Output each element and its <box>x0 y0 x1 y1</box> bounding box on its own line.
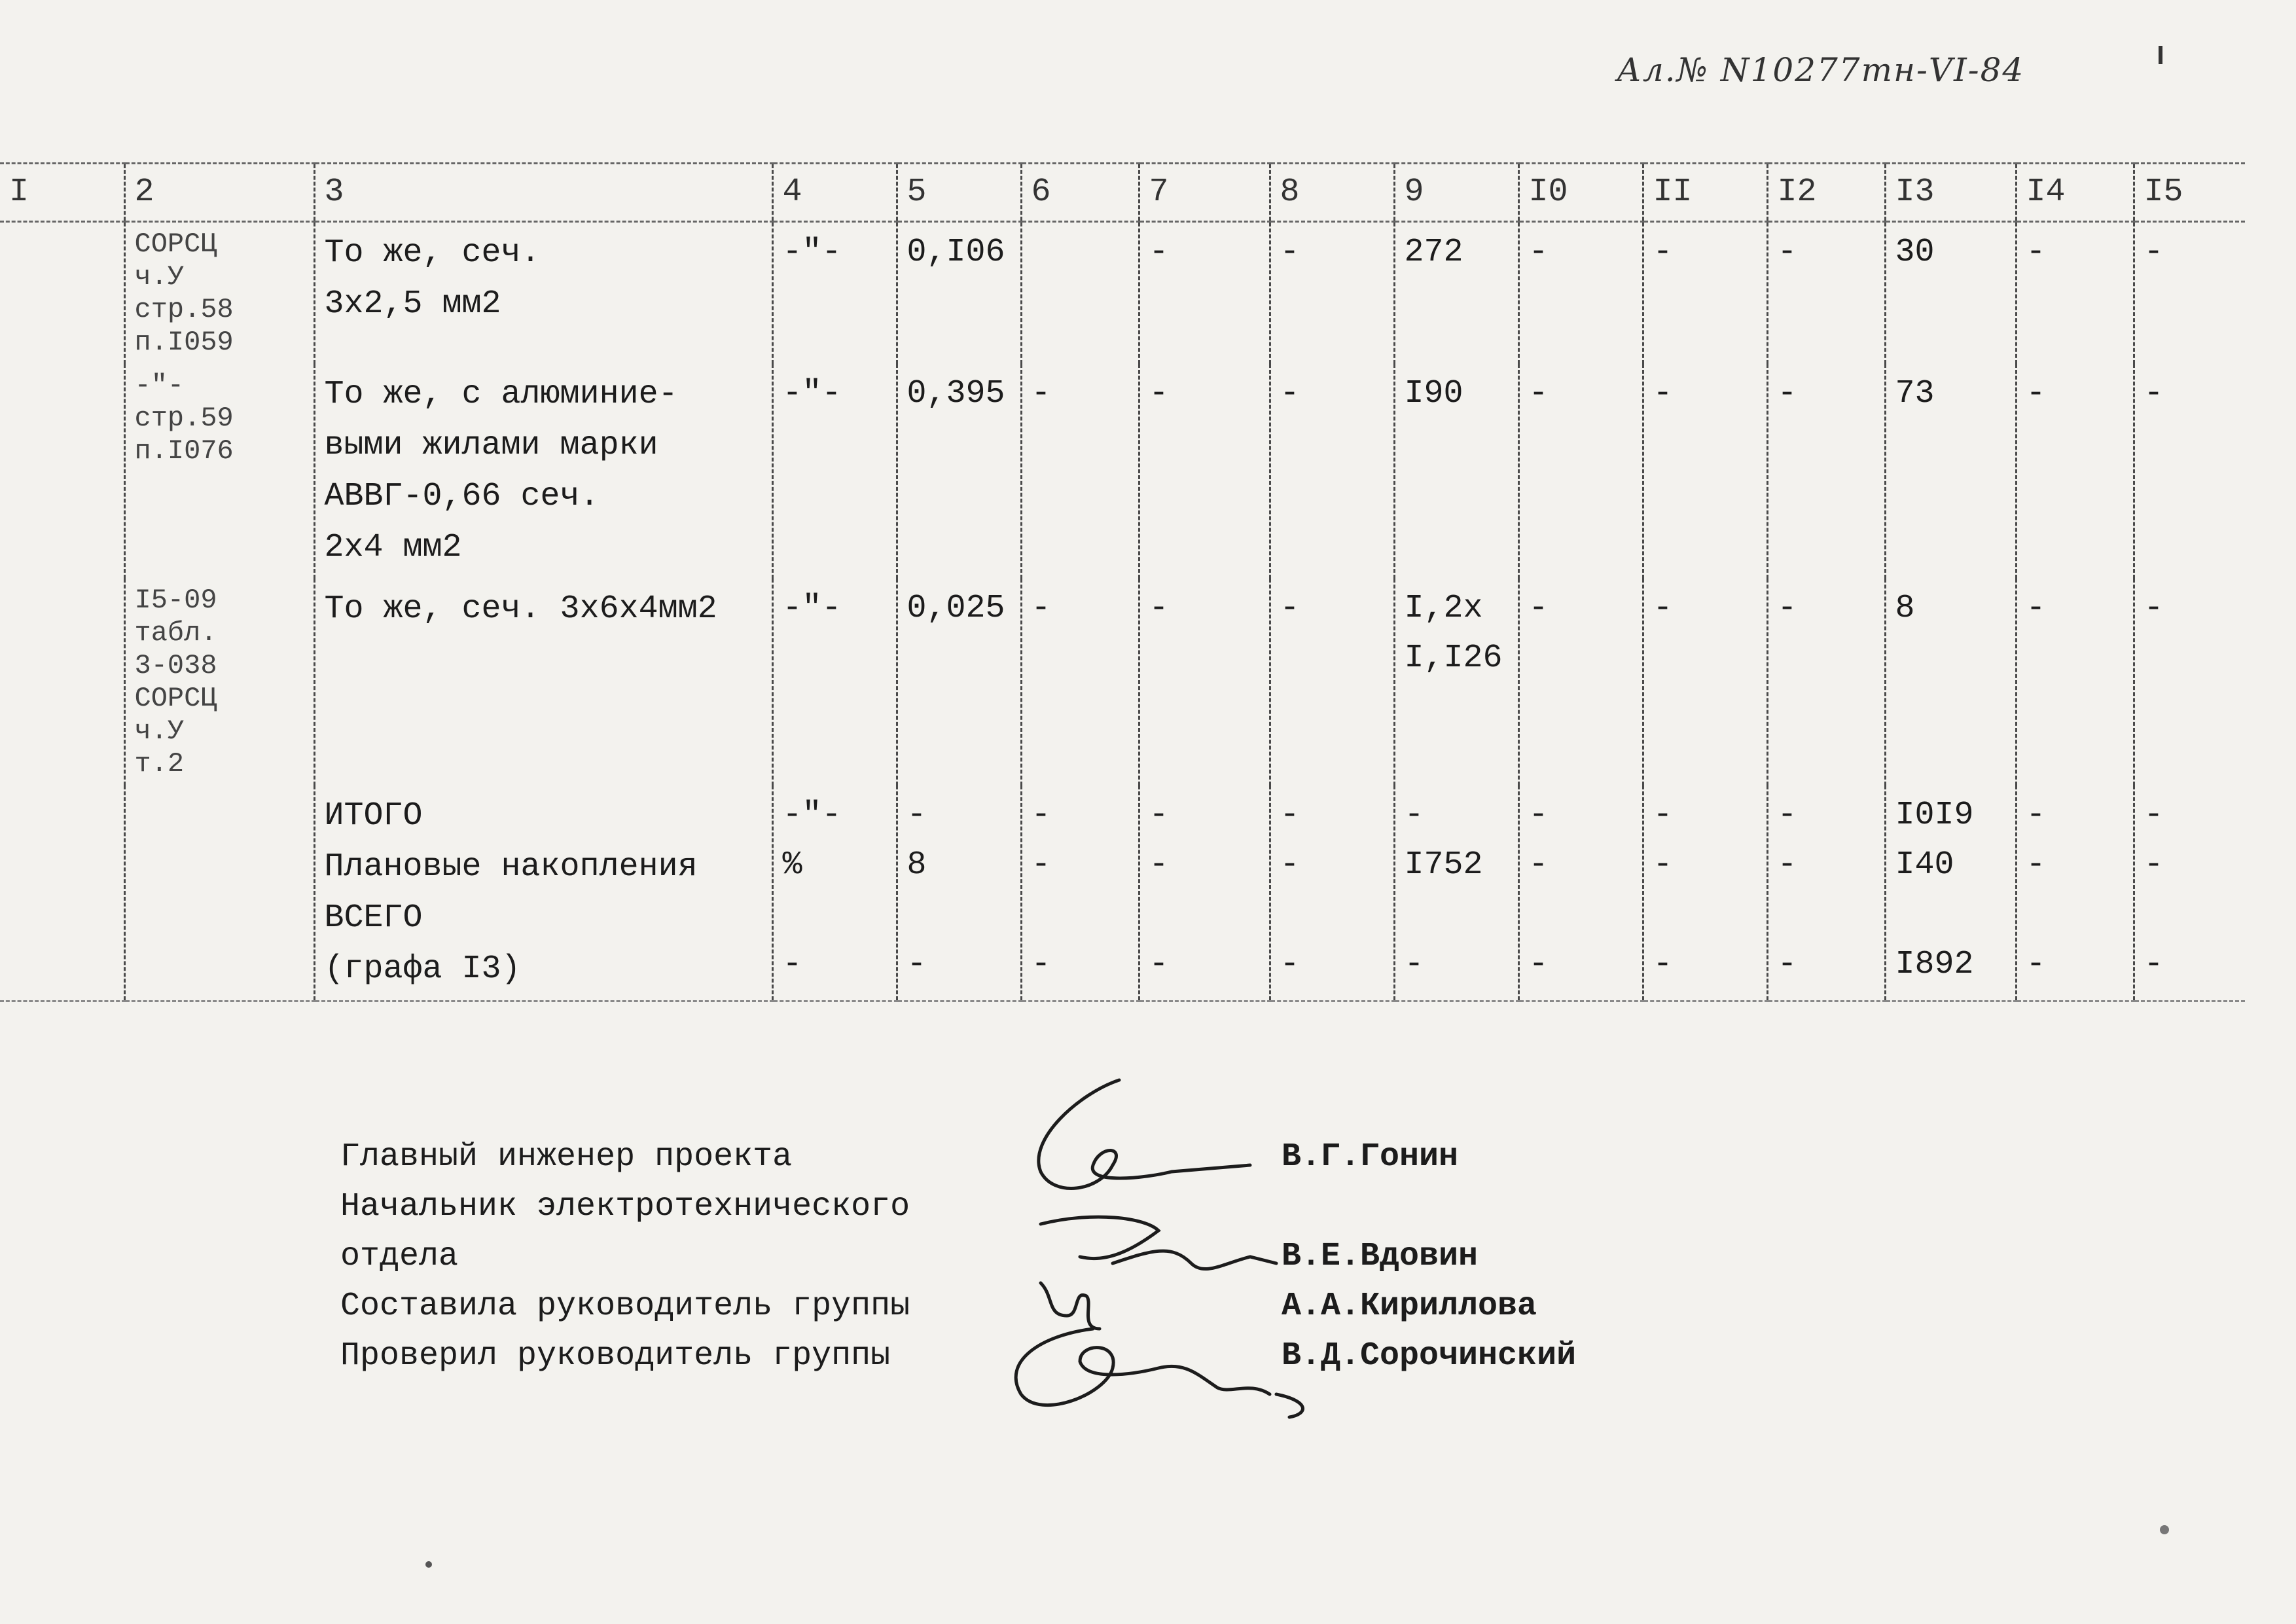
table-cell-col-2: СОРСЦ ч.У стр.58 п.I059 <box>124 222 314 365</box>
table-cell-col-11: - - - <box>1643 785 1767 1001</box>
table-cell-col-15: - <box>2134 222 2245 365</box>
col-header: 8 <box>1270 164 1394 222</box>
table-cell-col-8: - - - <box>1270 785 1394 1001</box>
table-cell-col-12: - <box>1767 579 1885 785</box>
table-cell-col-9: I,2х I,I26 <box>1394 579 1518 785</box>
table-cell-col-10: - <box>1518 364 1643 579</box>
table-cell-col-4: -"- <box>772 222 897 365</box>
col-header: 2 <box>124 164 314 222</box>
table-cell-col-5: 0,395 <box>897 364 1021 579</box>
table-cell-col-8: - <box>1270 364 1394 579</box>
table-row <box>0 579 2245 785</box>
signature-gonin <box>1039 1080 1250 1188</box>
signer-title: Проверил руководитель группы <box>340 1337 891 1375</box>
signer-title: Составила руководитель группы <box>340 1288 910 1325</box>
table-cell-col-1 <box>0 222 124 365</box>
table-cell-col-15: - <box>2134 579 2245 785</box>
table-cell-col-10: - - - <box>1518 785 1643 1001</box>
col-header: I0 <box>1518 164 1643 222</box>
col-header: 9 <box>1394 164 1518 222</box>
signer-title: Главный инженер проекта <box>340 1138 793 1176</box>
col-header: I3 <box>1885 164 2016 222</box>
table-cell-col-13: 8 <box>1885 579 2016 785</box>
table-cell-col-9: I90 <box>1394 364 1518 579</box>
table-cell-col-14: - <box>2016 222 2134 365</box>
table-cell-col-6: - <box>1021 364 1139 579</box>
table-cell-col-7: - <box>1139 222 1270 365</box>
table-cell-col-14: - <box>2016 579 2134 785</box>
table-cell-col-13: 73 <box>1885 364 2016 579</box>
signature-tail <box>1276 1394 1302 1417</box>
col-header: 5 <box>897 164 1021 222</box>
signer-title: Начальник электротехнического <box>340 1188 910 1225</box>
handwritten-signatures <box>1001 1067 1316 1420</box>
table-cell-col-3: То же, сеч. 3х6х4мм2 <box>314 579 772 785</box>
signer-name: А.А.Кириллова <box>1282 1288 1537 1325</box>
table-row <box>0 364 2245 579</box>
table-cell-col-11: - <box>1643 579 1767 785</box>
signer-name: В.Е.Вдовин <box>1282 1238 1479 1275</box>
col-header: I4 <box>2016 164 2134 222</box>
col-header: II <box>1643 164 1767 222</box>
table-cell-col-7: - - - <box>1139 785 1270 1001</box>
table-cell-col-15: - <box>2134 364 2245 579</box>
signer-title: отдела <box>340 1238 459 1275</box>
table-cell-col-14: - <box>2016 364 2134 579</box>
table-cell-col-12: - <box>1767 364 1885 579</box>
signature-kirillova <box>1041 1283 1100 1329</box>
table-cell-col-9: 272 <box>1394 222 1518 365</box>
table-cell-col-7: - <box>1139 364 1270 579</box>
col-header: 4 <box>772 164 897 222</box>
table-cell-col-2: -"- стр.59 п.I076 <box>124 364 314 579</box>
signature-vdovin <box>1041 1217 1276 1269</box>
table-cell-col-10: - <box>1518 579 1643 785</box>
table-cell-col-4: -"- <box>772 579 897 785</box>
col-header: 7 <box>1139 164 1270 222</box>
table-cell-col-13: 30 <box>1885 222 2016 365</box>
signature-sorochinsky <box>1016 1329 1270 1405</box>
col-header: 3 <box>314 164 772 222</box>
table-cell-col-5: - 8 - <box>897 785 1021 1001</box>
table-cell-col-12: - <box>1767 222 1885 365</box>
table-cell-col-5: 0,025 <box>897 579 1021 785</box>
table-cell-col-8: - <box>1270 579 1394 785</box>
col-header: I5 <box>2134 164 2245 222</box>
paper-speck <box>425 1561 432 1568</box>
table-cell-col-8: - <box>1270 222 1394 365</box>
table-cell-col-2: I5-09 табл. 3-038 СОРСЦ ч.У т.2 <box>124 579 314 785</box>
table-cell-col-12: - - - <box>1767 785 1885 1001</box>
table-row <box>0 785 2245 1001</box>
margin-mark <box>2160 1525 2169 1534</box>
table-cell-col-4: -"- <box>772 364 897 579</box>
col-header: I <box>0 164 124 222</box>
table-cell-col-1 <box>0 579 124 785</box>
table-cell-col-10: - <box>1518 222 1643 365</box>
table-cell-col-1 <box>0 785 124 1001</box>
table-cell-col-11: - <box>1643 364 1767 579</box>
table-cell-col-4: -"- % - <box>772 785 897 1001</box>
table-cell-col-3: То же, с алюминие- выми жилами марки АВВГ-0,66 сеч. 2х4 мм2 <box>314 364 772 579</box>
table-cell-col-6: - - - <box>1021 785 1139 1001</box>
table-cell-col-6 <box>1021 222 1139 365</box>
table-cell-col-7: - <box>1139 579 1270 785</box>
corner-mark <box>2159 46 2162 64</box>
estimate-table <box>0 162 2245 1002</box>
table-cell-col-3: То же, сеч. 3х2,5 мм2 <box>314 222 772 365</box>
table-cell-col-15: - - - <box>2134 785 2245 1001</box>
table-cell-col-6: - <box>1021 579 1139 785</box>
table-cell-col-14: - - - <box>2016 785 2134 1001</box>
table-cell-col-1 <box>0 364 124 579</box>
signer-name: В.Г.Гонин <box>1282 1138 1459 1176</box>
table-cell-col-2 <box>124 785 314 1001</box>
table-cell-col-3: ИТОГО Плановые накопления ВСЕГО (графа I3) <box>314 785 772 1001</box>
col-header: 6 <box>1021 164 1139 222</box>
col-header: I2 <box>1767 164 1885 222</box>
table-body <box>0 222 2245 1001</box>
table-cell-col-5: 0,I06 <box>897 222 1021 365</box>
table-cell-col-9: - I752 - <box>1394 785 1518 1001</box>
table-cell-col-11: - <box>1643 222 1767 365</box>
signer-name: В.Д.Сорочинский <box>1282 1337 1577 1375</box>
table-row <box>0 222 2245 365</box>
document-stamp: Ал.№ N10277тн-VI-84 <box>1617 51 2025 89</box>
table-cell-col-13: I0I9 I40 I892 <box>1885 785 2016 1001</box>
column-number-row <box>0 164 2245 222</box>
